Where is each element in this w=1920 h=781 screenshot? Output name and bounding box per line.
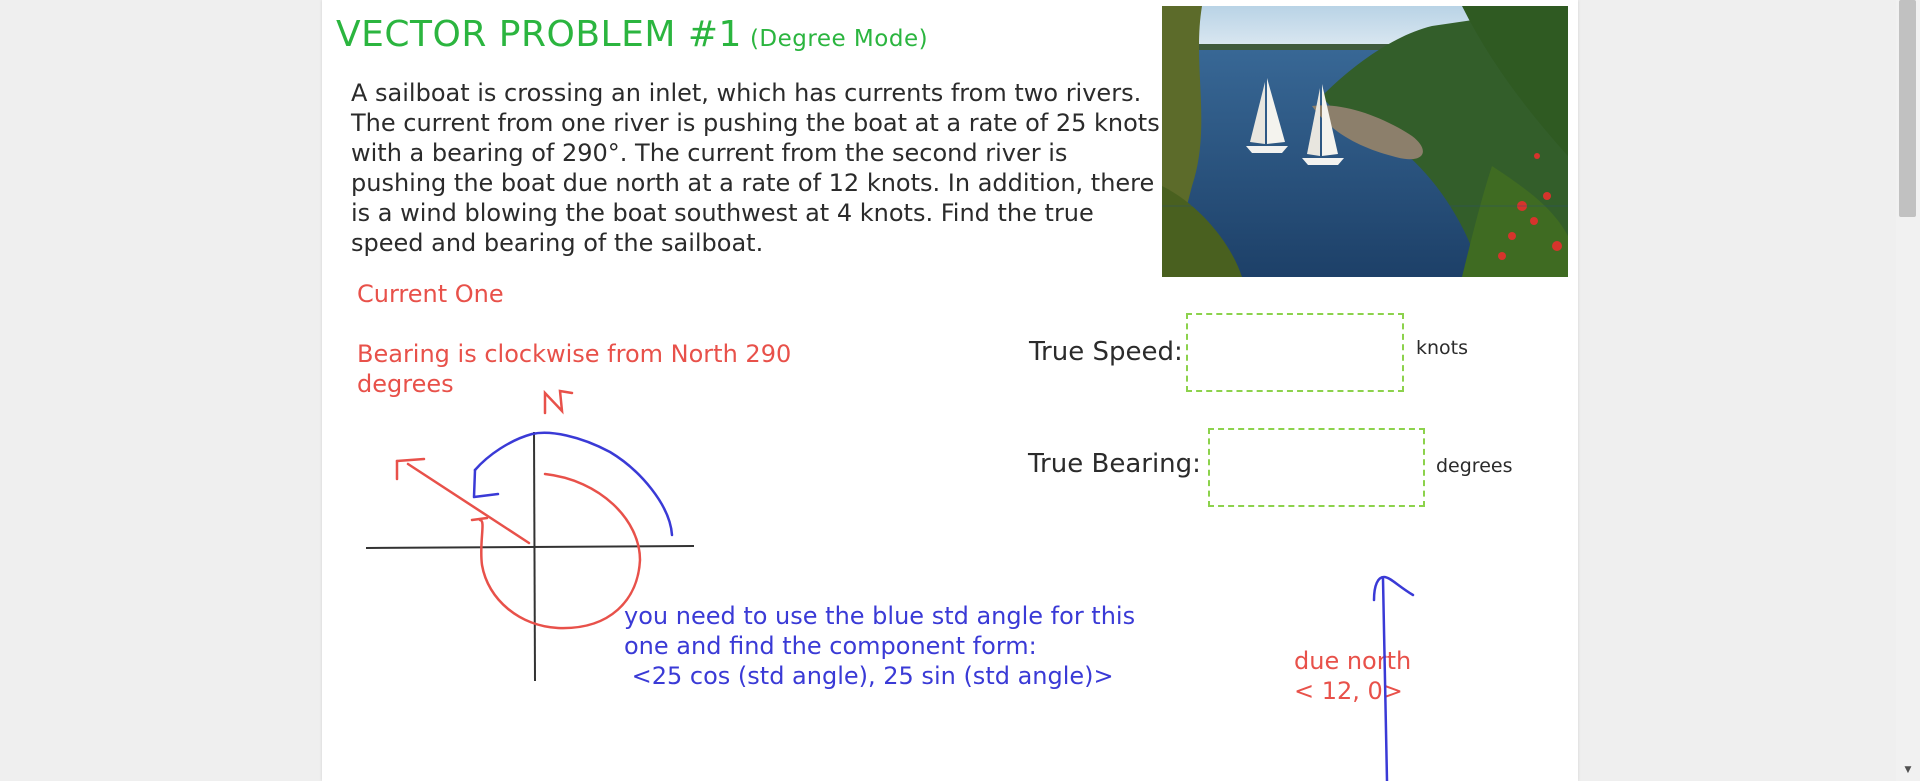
due-north-vector: < 12, 0>: [1294, 677, 1403, 705]
true-bearing-label: True Bearing:: [1028, 449, 1201, 479]
due-north-label: due north: [1294, 647, 1412, 675]
std-angle-note: you need to use the blue std angle for this one and find the component form: <25 cos (std angle), 25 sin (std angle)>: [624, 602, 1136, 690]
true-speed-label: True Speed:: [1029, 337, 1183, 367]
problem-statement: A sailboat is crossing an inlet, which has currents from two rivers. The current from one river is pushing the boat at a rate of 25 knots with a bearing of 290°. The current from the second river is pushing the boat due north at a rate of 12 knots. In addition, there is a wind blowing the boat southwest at 4 knots. Find the true speed and bearing of the sailboat.: [351, 79, 1160, 257]
title-text: VECTOR PROBLEM #1: [336, 14, 742, 55]
bearing-unit: degrees: [1436, 455, 1513, 477]
true-bearing-input[interactable]: [1208, 428, 1425, 507]
worksheet-page: [322, 0, 1578, 781]
scroll-down-arrow-icon[interactable]: ▼: [1904, 765, 1912, 775]
true-speed-input[interactable]: [1186, 313, 1404, 392]
current-one-label: Current One: [357, 280, 504, 308]
degree-mode-label: (Degree Mode): [749, 26, 929, 52]
bearing-note: Bearing is clockwise from North 290 degrees: [357, 340, 792, 398]
problem-title: [336, 14, 928, 55]
scrollbar-thumb[interactable]: [1899, 0, 1916, 217]
sailboat-photo: [1162, 6, 1568, 277]
speed-unit: knots: [1416, 337, 1469, 359]
